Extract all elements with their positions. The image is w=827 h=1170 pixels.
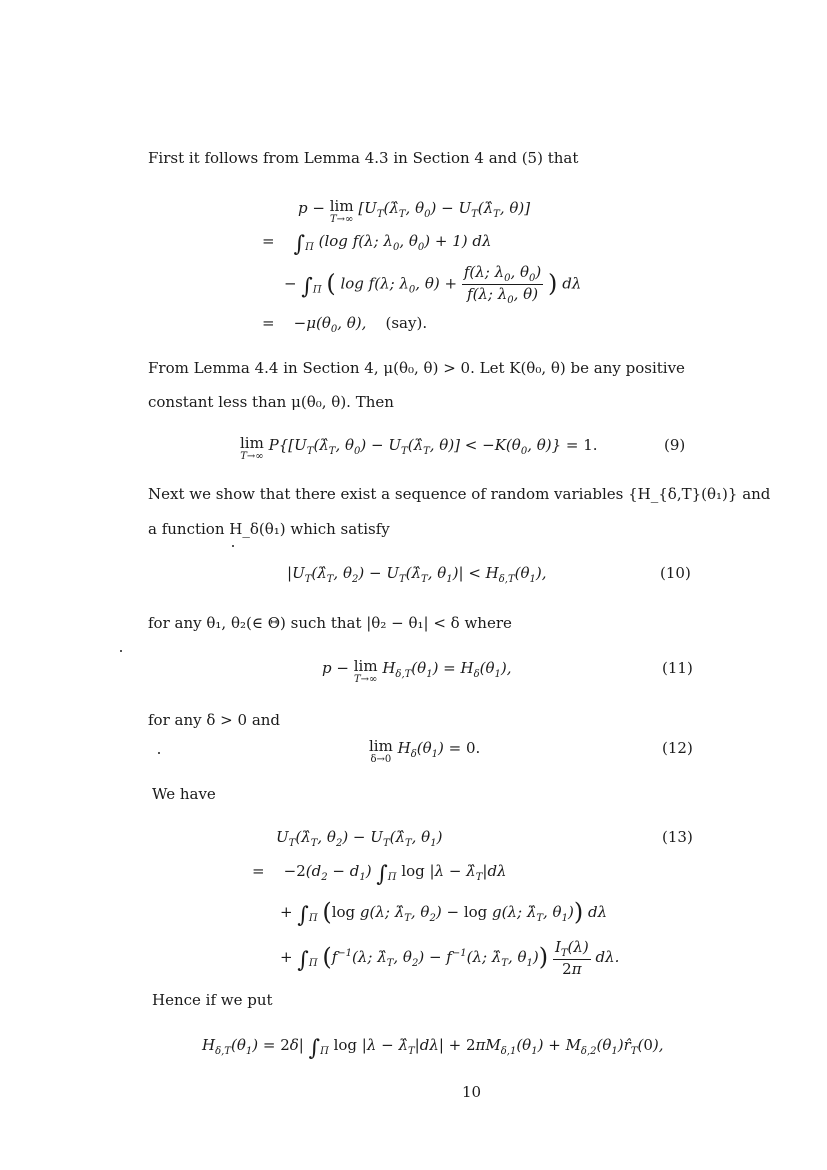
paragraph-hence: Hence if we put	[152, 991, 273, 1009]
equation-line-4: = $-\mu(\theta_0$, θ), (say).	[262, 314, 428, 335]
paragraph-lemma-4-4: From Lemma 4.4 in Section 4, μ(θ₀, θ) > 0. Let K(θ₀, θ) be any positive	[148, 359, 685, 377]
equation-13-line-4: + $\int_\Pi$ ($f^{-1}(\lambda$; $\lambdâ_T$, $\theta_2) - f^{-1}(\lambda$; $\lambdâ_T$, $\theta_1$)) $\frac{I_T(\lambda)}{2\pi}$ dλ.	[280, 938, 620, 978]
paragraph-next-we-show: Next we show that there exist a sequence of random variables {H_{δ,T}(θ₁)} and	[148, 485, 771, 503]
equation-line-3: − $\int_\Pi$ ( log f(λ; $\lambda_0$, θ) + $\frac{f(\lambda; \lambda_0, \theta_0)}{f(\lambda; \lambda_0, \theta)}$ ) dλ	[284, 263, 582, 306]
equation-number-13: (13)	[662, 828, 693, 846]
equation-12: lim δ→0 $H_\delta(\theta_1) = 0$.	[369, 737, 481, 765]
paragraph-lemma-4-4-cont: constant less than μ(θ₀, θ). Then	[148, 393, 394, 411]
equation-13-line-3: + $\int_\Pi$ (log g(λ; $\lambdâ_T$, $\theta_2) - \log g(\lambda$; $\lambdâ_T$, $\theta_1$)) dλ	[280, 898, 608, 928]
paragraph-next-we-show-cont: a function H_δ(θ₁) which satisfy	[148, 520, 390, 538]
equation-10: $|U_T(\lambdâ_T$, $\theta_2$) − $U_T(\lambdâ_T$, $\theta_1)| < H_{\delta,T}(\theta_1)$,	[287, 564, 547, 585]
equation-number-10: (10)	[660, 564, 691, 582]
scan-speck	[120, 650, 122, 652]
page-number: 10	[462, 1083, 482, 1101]
paragraph-we-have: We have	[152, 785, 216, 803]
equation-line-2: = $\int_\Pi$ (log f(λ; $\lambda_0$, $\theta_0) + 1$) dλ	[262, 232, 492, 257]
paragraph-intro: First it follows from Lemma 4.3 in Section 4 and (5) that	[148, 149, 579, 167]
equation-9: lim T→∞ $P\{[U_T(\lambdâ_T$, $\theta_0$) − $U_T(\lambdâ_T$, $\theta)] < -K(\theta_0$, θ)} = 1.	[240, 434, 598, 462]
equation-11: p − lim T→∞ $H_{\delta,T}(\theta_1) = H_\delta(\theta_1)$,	[322, 657, 512, 685]
paragraph-for-any-delta: for any δ > 0 and	[148, 711, 281, 729]
scan-speck	[158, 752, 160, 754]
equation-number-12: (12)	[662, 739, 693, 757]
equation-13-line-1: $U_T(\lambdâ_T$, $\theta_2$) − $U_T(\lambdâ_T$, $\theta_1$)	[276, 828, 443, 849]
paragraph-for-any-theta: for any θ₁, θ₂(∈ Θ) such that |θ₂ − θ₁| < δ where	[148, 614, 512, 632]
equation-limit-line: p − lim T→∞ [$U_T(\lambdâ_T$, $\theta_0$) − $U_T(\lambdâ_T$, θ)]	[298, 197, 531, 225]
equation-h-delta-t: $H_{\delta,T}(\theta_1) = 2\delta|$ $\int_\Pi$ $\log |\lambda - \lambdâ_T|d\lambda| + 2\pi M_{\delta,1}(\theta_1)$ + $M_{\delta,2}(\theta_1)r̂_T(0)$,	[202, 1036, 664, 1061]
equation-number-11: (11)	[662, 659, 693, 677]
equation-13-line-2: = $-2(d_2 - d_1)$ $\int_\Pi$ $\log |\lambda - \lambdâ_T|d\lambda$	[252, 862, 507, 887]
equation-number-9: (9)	[664, 436, 686, 454]
scan-speck	[232, 545, 234, 547]
